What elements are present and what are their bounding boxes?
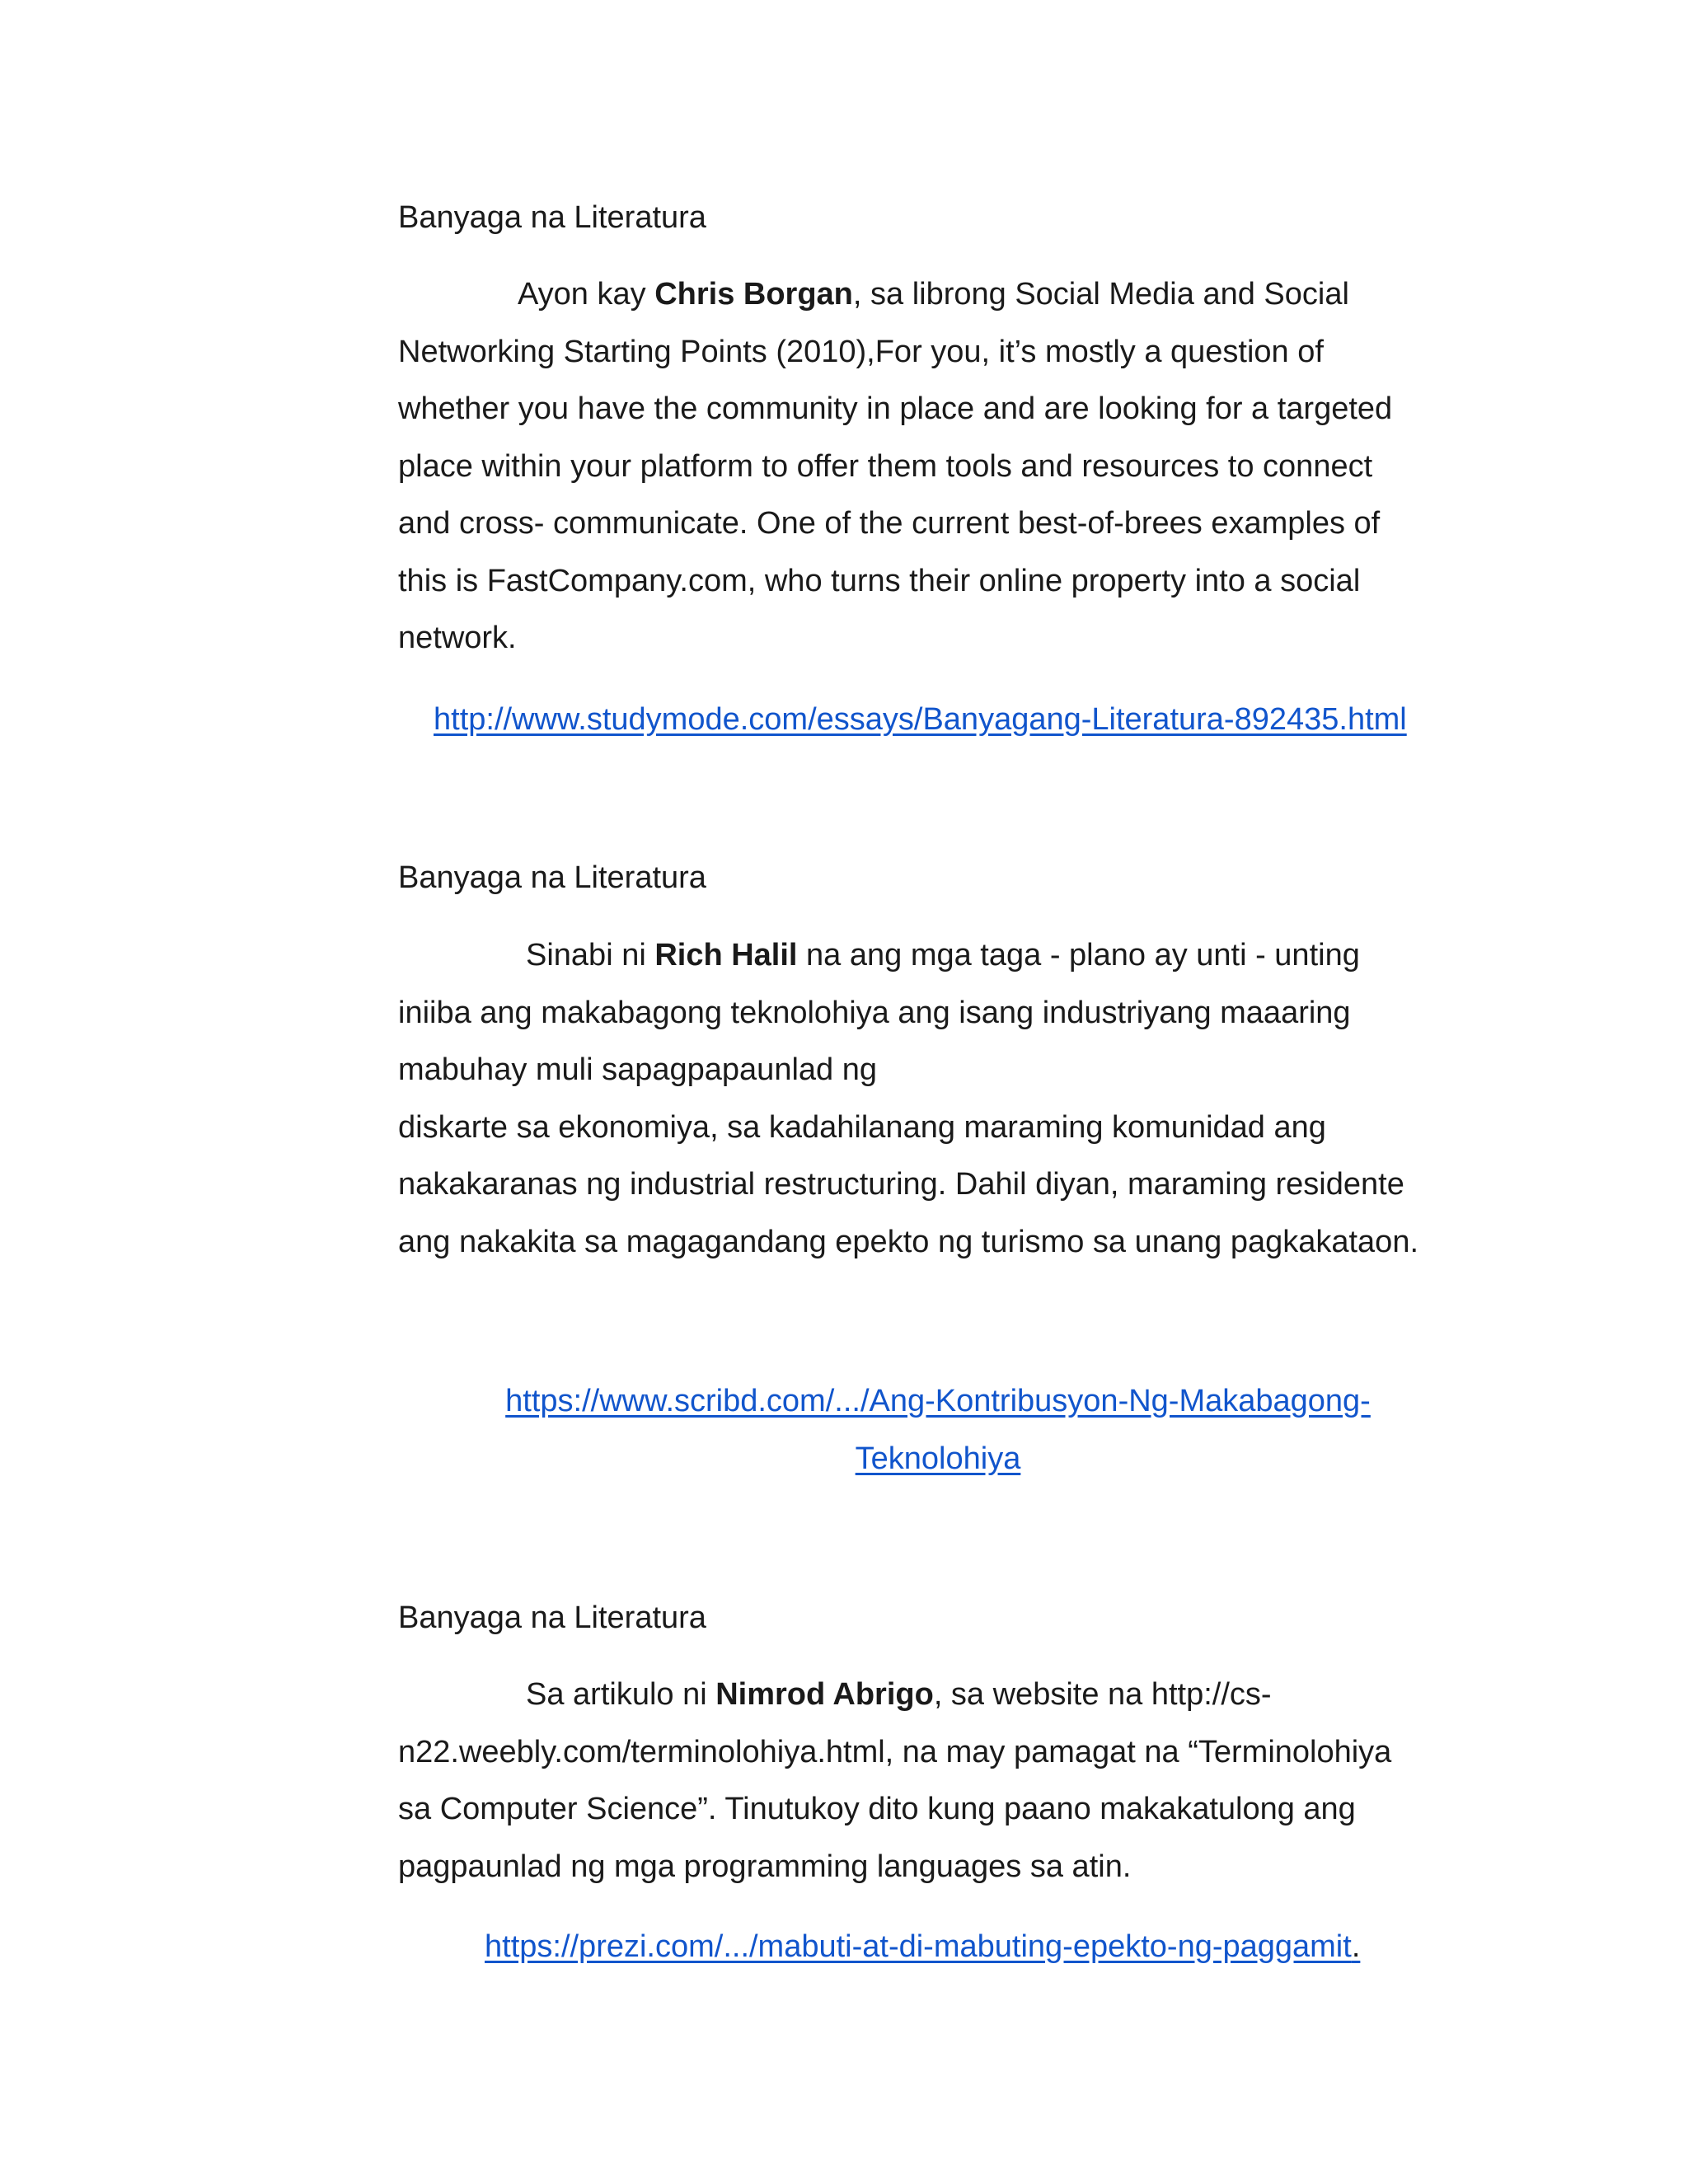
reference-link-continuation[interactable]: Teknolohiya [855, 1441, 1021, 1476]
paragraph-lead: Ayon kay [518, 277, 655, 312]
paragraph-text: na ang mga taga - plano ay unti - unting [797, 938, 1360, 972]
section-paragraph [398, 927, 1418, 1271]
reference-link[interactable]: https://www.scribd.com/.../Ang-Kontribusyon-Ng-Makabagong- [505, 1384, 1371, 1418]
paragraph-line [398, 266, 1392, 324]
paragraph-line: iniiba ang makabagong teknolohiya ang isang industriyang maaaring [398, 995, 1351, 1030]
reference-link-row [485, 1918, 1360, 1975]
paragraph-line: ang nakakita sa magagandang epekto ng turismo sa unang pagkakataon. [398, 1224, 1419, 1259]
author-name: Nimrod Abrigo [715, 1677, 934, 1712]
paragraph-lead: Sinabi ni [526, 938, 655, 972]
section-heading: Banyaga na Literatura [398, 860, 706, 895]
paragraph-text: , sa website na http://cs- [933, 1677, 1272, 1712]
paragraph-line: place within your platform to offer them tools and resources to connect [398, 448, 1373, 484]
paragraph-line: mabuhay muli sapagpapaunlad ng [398, 1052, 877, 1087]
paragraph-line: this is FastCompany.com, who turns their online property into a social [398, 563, 1361, 598]
author-name: Chris Borgan [654, 277, 853, 312]
paragraph-lead: Sa artikulo ni [526, 1677, 716, 1712]
reference-link[interactable]: https://prezi.com/.../mabuti-at-di-mabuting-epekto-ng-paggamit [485, 1929, 1352, 1964]
paragraph-line: network. [398, 621, 517, 655]
paragraph-line: sa Computer Science”. Tinutukoy dito kung paano makakatulong ang [398, 1792, 1356, 1826]
reference-link[interactable]: http://www.studymode.com/essays/Banyagang-Literatura-892435.html [434, 702, 1407, 737]
section-heading: Banyaga na Literatura [398, 200, 706, 235]
paragraph-line: n22.weebly.com/terminolohiya.html, na may pamagat na “Terminolohiya [398, 1734, 1392, 1769]
paragraph-line: nakakaranas ng industrial restructuring. Dahil diyan, maraming residente [398, 1167, 1404, 1202]
author-name: Rich Halil [654, 938, 798, 972]
trailing-period: . [1351, 1929, 1361, 1964]
paragraph-text: , sa librong Social Media and Social [852, 277, 1349, 312]
paragraph-line: whether you have the community in place and are looking for a targeted [398, 391, 1393, 426]
section-paragraph [398, 1666, 1391, 1896]
paragraph-line: and cross- communicate. One of the current best-of-brees examples of [398, 506, 1381, 541]
section-heading: Banyaga na Literatura [398, 1601, 706, 1635]
paragraph-line [398, 927, 1418, 985]
paragraph-line: pagpaunlad ng mga programming languages sa atin. [398, 1849, 1132, 1884]
paragraph-line: Networking Starting Points (2010),For you, it’s mostly a question of [398, 334, 1324, 369]
section-paragraph [398, 266, 1392, 668]
paragraph-line [398, 1666, 1391, 1724]
paragraph-line: diskarte sa ekonomiya, sa kadahilanang maraming komunidad ang [398, 1109, 1326, 1145]
